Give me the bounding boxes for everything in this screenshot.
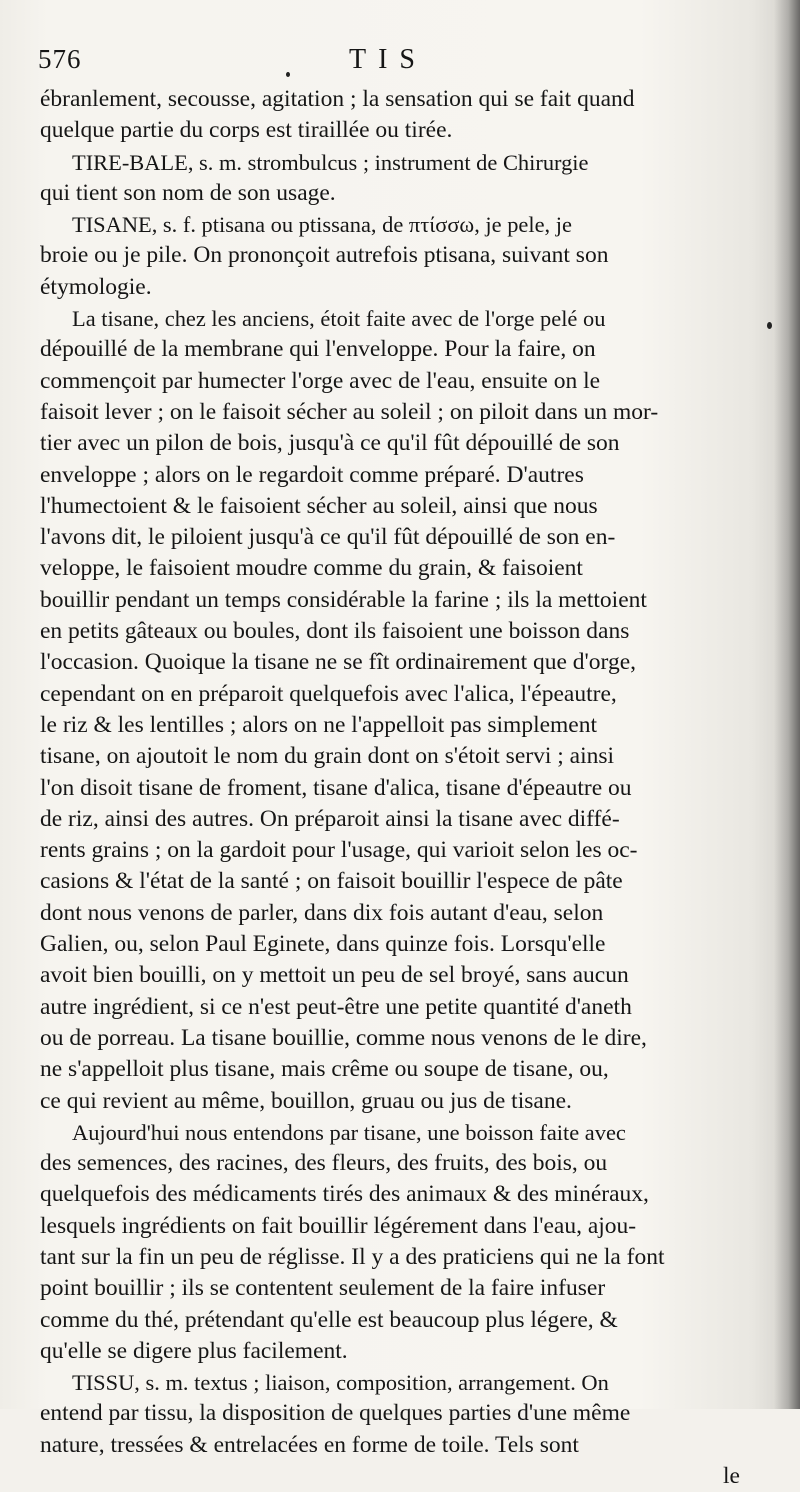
entry-heading-line: TISSU, s. m. textus ; liaison, composition, arrangement. On [72,1370,609,1396]
text-line: nature, tressées & entrelacées en forme de toile. Tels sont [40,1431,579,1458]
text-line: Galien, ou, selon Paul Eginete, dans quinze fois. Lorsqu'elle [40,931,606,958]
text-line: lesquels ingrédients on fait bouillir légérement dans l'eau, ajou- [40,1212,637,1239]
text-line: qui tient son nom de son usage. [40,179,336,206]
text-line: l'humectoient & le faisoient sécher au soleil, ainsi que nous [40,492,598,519]
ink-speck [286,72,290,77]
text-line: l'on disoit tisane de froment, tisane d'alica, tisane d'épeautre ou [40,774,632,801]
text-line: étymologie. [40,273,152,300]
text-line: l'occasion. Quoique la tisane ne se fît ordinairement que d'orge, [40,649,637,676]
text-line: le riz & les lentilles ; alors on ne l'appelloit pas simplement [40,711,598,738]
page-header [38,44,738,84]
text-line: cependant on en préparoit quelquefois avec l'alica, l'épeautre, [40,680,617,707]
catchword: le [723,1463,740,1490]
text-line: ébranlement, secousse, agitation ; la sensation qui se fait quand [40,86,635,112]
page-number: 576 [38,44,82,74]
text-line: autre ingrédient, si ce n'est peut-être une petite quantité d'aneth [40,993,632,1020]
running-head: TIS [349,44,427,75]
page-edge-shadow [774,0,800,1409]
text-line: point bouillir ; ils se contentent seulement de la faire infuser [40,1275,606,1302]
text-line: faisoit lever ; on le faisoit sécher au soleil ; on piloit dans un mor- [40,398,659,425]
text-line: dépouillé de la membrane qui l'enveloppe. Pour la faire, on [40,336,596,363]
text-line: rents grains ; on la gardoit pour l'usage, qui varioit selon les oc- [40,837,638,864]
text-line: casions & l'état de la santé ; on faisoit bouillir l'espece de pâte [40,868,623,895]
text-line: quelquefois des médicaments tirés des animaux & des minéraux, [40,1181,649,1208]
paragraph-start-line: La tisane, chez les anciens, étoit faite avec de l'orge pelé ou [72,306,606,332]
text-line: ce qui revient au même, bouillon, gruau ou jus de tisane. [40,1087,572,1114]
text-line: bouillir pendant un temps considérable la farine ; ils la mettoient [40,586,647,613]
text-line: ou de porreau. La tisane bouillie, comme nous venons de le dire, [40,1024,647,1051]
entry-heading-line: TISANE, s. f. ptisana ou ptissana, de πτίσσω, je pele, je [72,212,572,238]
text-line: commençoit par humecter l'orge avec de l'eau, ensuite on le [40,367,601,394]
text-line: enveloppe ; alors on le regardoit comme préparé. D'autres [40,461,584,488]
text-line: tisane, on ajoutoit le nom du grain dont on s'étoit servi ; ainsi [40,743,615,770]
text-line: veloppe, le faisoient moudre comme du grain, & faisoient [40,555,583,582]
text-line: avoit bien bouilli, on y mettoit un peu de sel broyé, sans aucun [40,962,629,989]
text-line: quelque partie du corps est tiraillée ou tirée. [40,117,453,144]
text-line: tant sur la fin un peu de réglisse. Il y a des praticiens qui ne la font [40,1243,665,1270]
text-line: en petits gâteaux ou boules, dont ils faisoient une boisson dans [40,618,630,645]
text-line: l'avons dit, le piloient jusqu'à ce qu'il fût dépouillé de son en- [40,524,616,551]
text-line: qu'elle se digere plus facilement. [40,1337,348,1364]
ink-speck [767,322,772,329]
paragraph-start-line: Aujourd'hui nous entendons par tisane, une boisson faite avec [72,1119,626,1145]
text-line: entend par tissu, la disposition de quelques parties d'une même [40,1400,631,1427]
text-line: tier avec un pilon de bois, jusqu'à ce qu'il fût dépouillé de son [40,430,620,457]
text-line: ne s'appelloit plus tisane, mais crême ou soupe de tisane, ou, [40,1056,609,1083]
text-line: des semences, des racines, des fleurs, des fruits, des bois, ou [40,1150,608,1177]
text-line: dont nous venons de parler, dans dix fois autant d'eau, selon [40,899,604,926]
text-line: de riz, ainsi des autres. On préparoit ainsi la tisane avec diffé- [40,805,620,832]
text-line: comme du thé, prétendant qu'elle est beaucoup plus légere, & [40,1306,618,1333]
text-line: broie ou je pile. On prononçoit autrefois ptisana, suivant son [40,242,609,269]
entry-heading-line: TIRE-BALE, s. m. strombulcus ; instrument de Chirurgie [72,149,589,175]
body-text [40,84,740,1492]
